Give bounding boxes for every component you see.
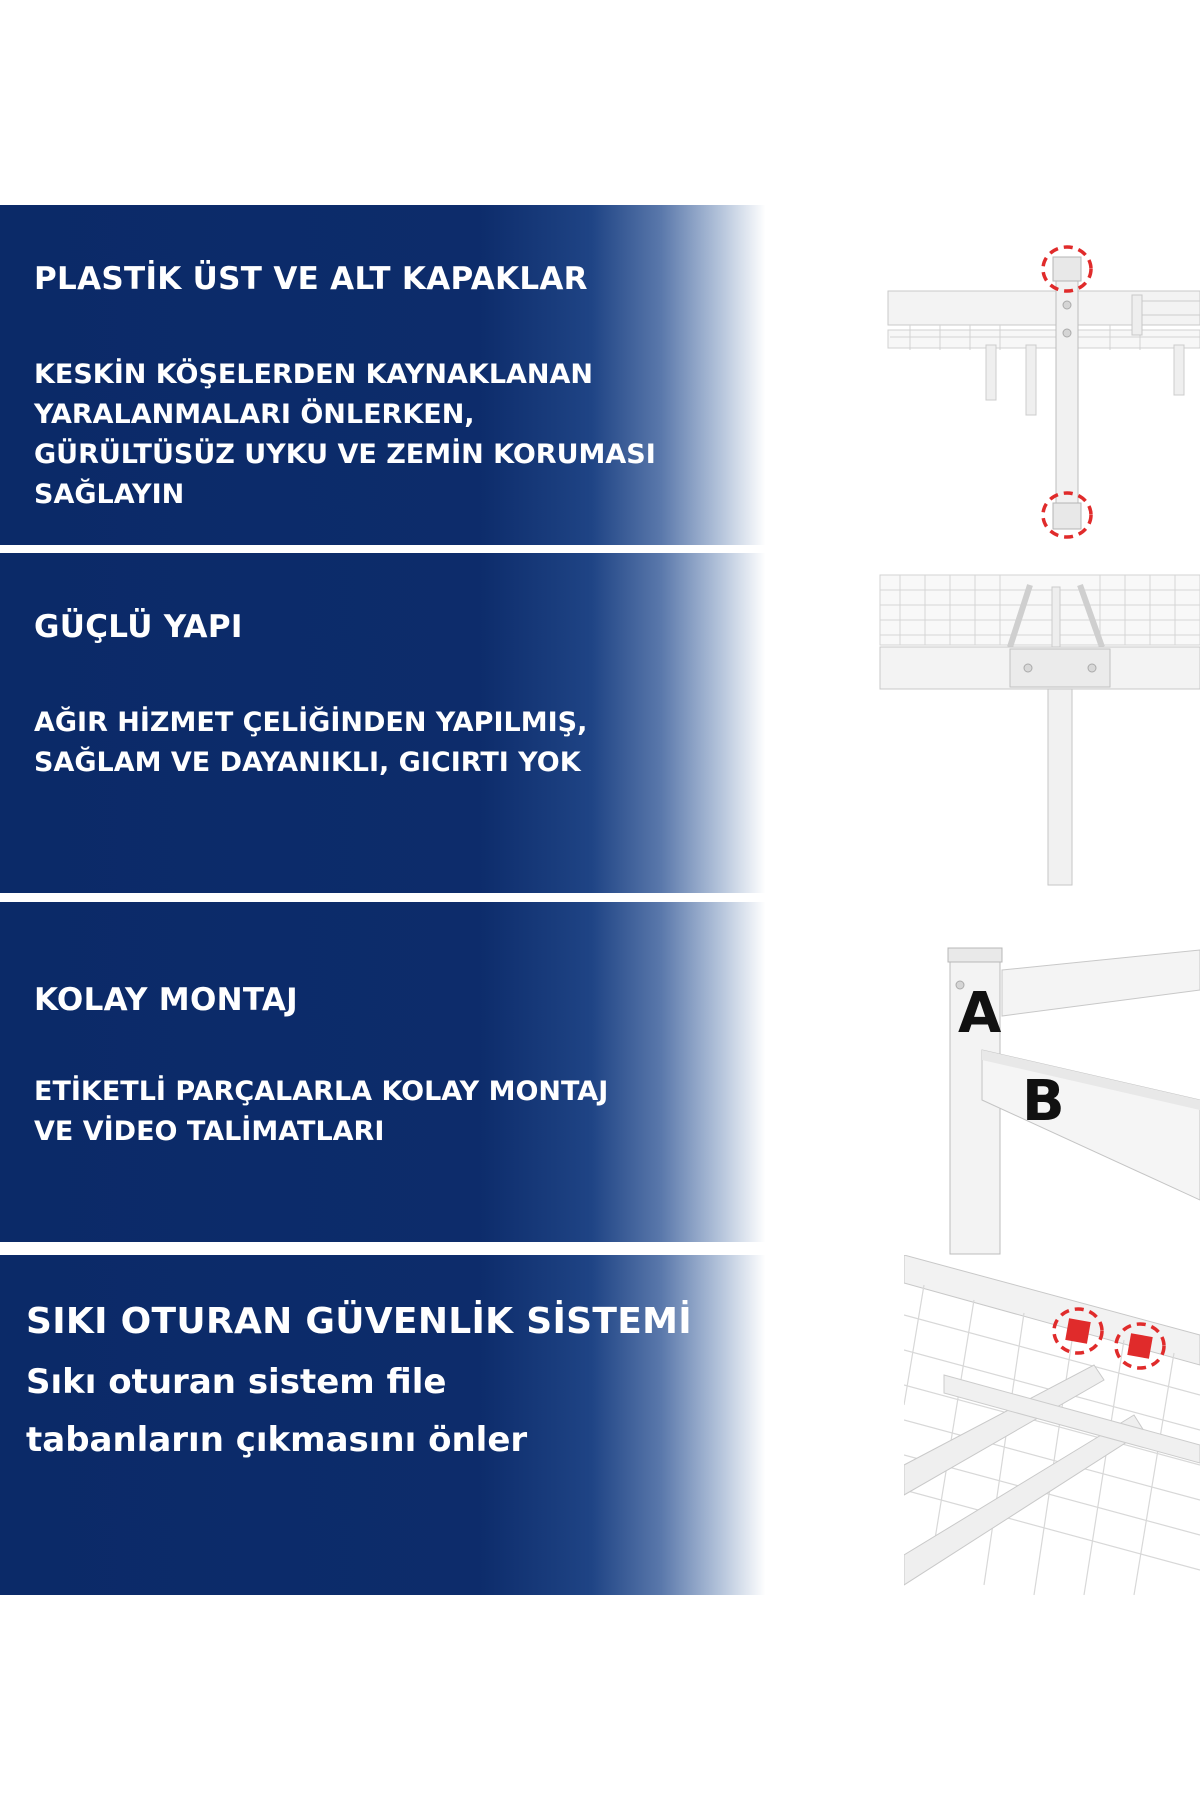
labeled-parts-illustration [930, 940, 1200, 1260]
bed-corner-caps-illustration [870, 205, 1200, 565]
feature-description: ETİKETLİ PARÇALARLA KOLAY MONTAJ VE VİDEO TALİMATLARI [34, 1076, 609, 1147]
feature-panel-easy-assembly [0, 902, 870, 1242]
part-label-b: B [1022, 1069, 1065, 1134]
feature-description-line2: tabanların çıkmasını önler [26, 1420, 528, 1460]
feature-title: KOLAY MONTAJ [34, 982, 299, 1018]
feature-title: PLASTİK ÜST VE ALT KAPAKLAR [34, 261, 588, 297]
steel-frame-illustration [870, 565, 1200, 895]
lock-tab-1 [1065, 1318, 1090, 1343]
feature-panel-plastic-caps [0, 205, 870, 545]
feature-description-line1: Sıkı oturan sistem file [26, 1362, 447, 1402]
locking-system-illustration [904, 1255, 1200, 1595]
feature-description: KESKİN KÖŞELERDEN KAYNAKLANAN YARALANMALARI ÖNLERKEN, GÜRÜLTÜSÜZ UYKU VE ZEMİN KORUMASI SAĞLAYIN [34, 359, 656, 510]
feature-panel-strong-structure [0, 553, 870, 893]
part-label-a: A [958, 981, 1002, 1046]
lock-tab-2 [1127, 1333, 1152, 1358]
feature-title: GÜÇLÜ YAPI [34, 609, 243, 645]
feature-description: AĞIR HİZMET ÇELİĞİNDEN YAPILMIŞ, SAĞLAM VE DAYANIKLI, GICIRTI YOK [34, 707, 588, 778]
feature-panel-tight-fit-safety [0, 1255, 870, 1595]
feature-title: SIKI OTURAN GÜVENLİK SİSTEMİ [26, 1301, 692, 1342]
